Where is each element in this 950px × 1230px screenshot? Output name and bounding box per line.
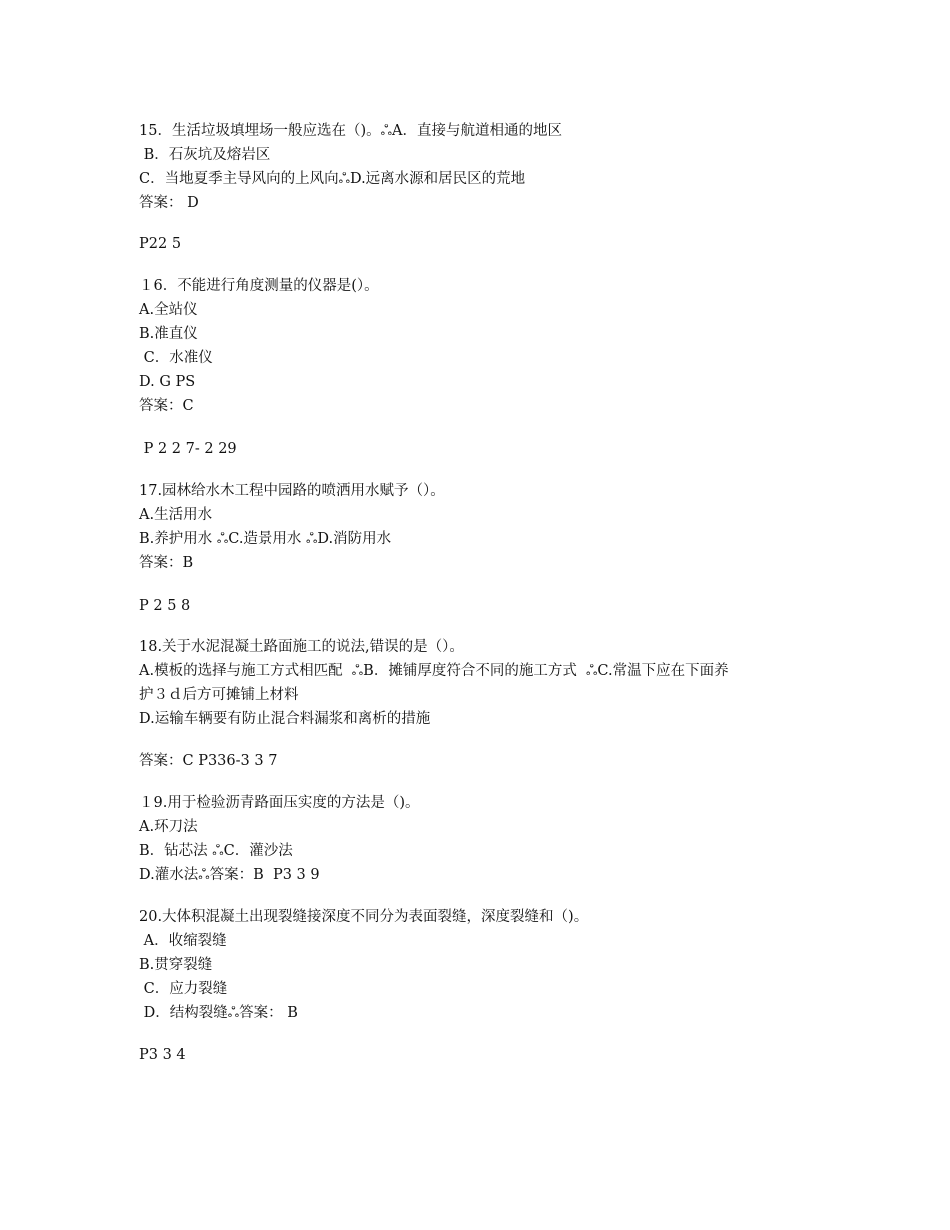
question-17-options-bcd: B.养护用水 ஃC.造景用水 ஃD.消防用水 (139, 531, 392, 547)
question-20-option-b: B.贯穿裂缝 (139, 957, 213, 973)
question-19-option-d-answer: D.灌水法ஃ答案：B P3 3 9 (139, 867, 320, 883)
question-15-options-cd: C．当地夏季主导风向的上风向ஃD.远离水源和居民区的荒地 (139, 171, 526, 187)
question-15-page-ref: P22 5 (139, 236, 182, 252)
question-16-answer: 答案：C (139, 398, 194, 414)
question-16-page-ref: P 2 2 7- 2 29 (139, 441, 237, 457)
question-19-stem: １9.用于检验沥青路面压实度的方法是（)。 (139, 795, 420, 811)
question-15-stem: 15．生活垃圾填埋场一般应选在（)。ஃA．直接与航道相通的地区 (139, 123, 562, 139)
question-16-stem: １6．不能进行角度测量的仪器是(）。 (139, 278, 379, 294)
question-17-page-ref: P 2 5 8 (139, 598, 191, 614)
question-20-page-ref: P3 3 4 (139, 1047, 186, 1063)
question-16-option-d: D. G PS (139, 374, 196, 390)
question-20-stem: 20.大体积混凝土出现裂缝接深度不同分为表面裂缝，深度裂缝和（)。 (139, 909, 589, 925)
question-18-option-c-cont: 护３ｄ后方可摊铺上材料 (139, 687, 299, 703)
question-20-option-a: A．收缩裂缝 (139, 933, 227, 949)
question-17-answer: 答案：B (139, 555, 194, 571)
question-17-option-a: A.生活用水 (139, 507, 213, 523)
question-16-option-c: C．水准仪 (139, 350, 213, 366)
question-15-answer: 答案： D (139, 195, 199, 211)
question-16-option-a: A.全站仪 (139, 302, 198, 318)
question-15-option-b: B．石灰坑及熔岩区 (139, 147, 271, 163)
question-16-option-b: B.准直仪 (139, 326, 198, 342)
question-20-option-d-answer: D．结构裂缝ஃ答案： B (139, 1005, 298, 1021)
question-19-options-bc: B．钻芯法 ஃC．灌沙法 (139, 843, 293, 859)
question-18-answer: 答案：C P336-3 3 7 (139, 753, 278, 769)
question-18-options-abc: A.模板的选择与施工方式相匹配 ஃB．摊铺厚度符合不同的施工方式 ஃC.常温下应在下面养 (139, 663, 729, 679)
question-19-option-a: A.环刀法 (139, 819, 198, 835)
question-18-option-d: D.运输车辆要有防止混合料漏浆和离析的措施 (139, 711, 431, 727)
question-17-stem: 17.园林给水木工程中园路的喷洒用水赋予（）。 (139, 483, 445, 499)
question-20-option-c: C．应力裂缝 (139, 981, 228, 997)
question-18-stem: 18.关于水泥混凝土路面施工的说法,错误的是（）。 (139, 639, 464, 655)
